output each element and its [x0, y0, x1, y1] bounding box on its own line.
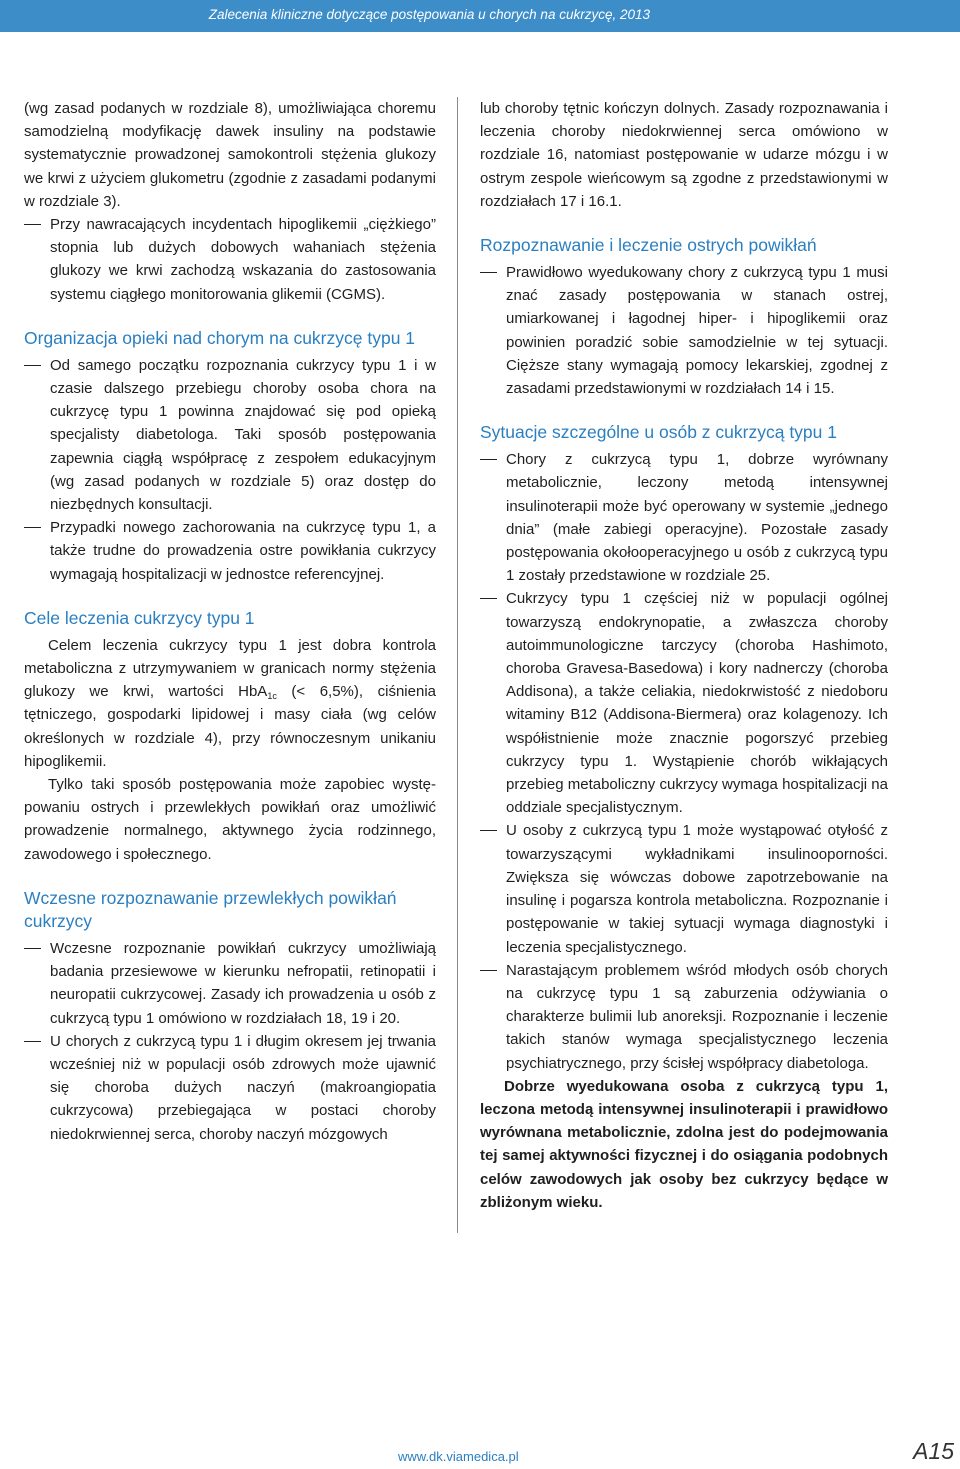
list-item: Cukrzycy typu 1 częściej niż w populacji ogólnej towarzyszą endokrynopatie, a zwłaszcza choroby autoimmunologiczne tarczycy (choroba Hashimoto, choroba Gravesa-Basedowa) i kory nadnerczy (choroba Addisona), a także celiakia, niedokrwistość z niedoboru witaminy B12 (Addisona-Biermera) oraz kolagenozy. Ich współistnienie może znacznie pogorszyć przebieg cukrzycy typu 1. Wystąpienie chorób wikłających przebieg metaboliczny cukrzycy wymaga hospitalizacji na oddziale specjalistycznym. — [480, 587, 888, 819]
section-heading-sytuacje: Sytuacje szczególne u osób z cukrzycą typu 1 — [480, 422, 837, 443]
list-item: Prawidłowo wyedukowany chory z cukrzycą typu 1 musi znać zasady postępowania w stanach ostrej, umiarkowanej i łagodnej hiper- i hipoglikemii oraz powinien poradzić sobie samodzielnie w tej sytuacji. Cięższe stany wymagają pomocy lekarskiej, zgodnej z zasadami przedstawionymi w rozdziałach 14 i 15. — [480, 261, 888, 400]
page-number: A15 — [913, 1438, 954, 1464]
column-divider — [457, 97, 458, 1233]
list-item: U chorych z cukrzycą typu 1 i długim okresem jej trwania wcześniej niż w populacji osób zdrowych może ujawnić się choroba dużych naczyń (makroangiopatia cukrzycowa) przebiegająca w postaci choroby niedokrwiennej serca, choroby naczyń mózgowych — [24, 1030, 436, 1146]
right-column — [480, 97, 888, 1214]
section-heading-cele: Cele leczenia cukrzycy typu 1 — [24, 607, 255, 628]
list-item: Wczesne rozpoznanie powikłań cukrzycy umożliwiają badania przesiewowe w kierunku nefropatii, retinopatii i neuropatii cukrzycowej. Zasady ich prowadzenia u osób z cukrzycą typu 1 omówiono w rozdziałach 18, 19 i 20. — [24, 937, 436, 1030]
section-heading-ostre: Rozpoznawanie i leczenie ostrych powikłań — [480, 235, 817, 256]
list-item: Przy nawracających incydentach hipoglikemii „ciężkiego” stopnia lub dużych dobowych wahaniach stężenia glukozy we krwi zachodzą wskazania do zastosowania systemu ciągłego monitorowania glikemii (CGMS). — [24, 213, 436, 306]
list-item: U osoby z cukrzycą typu 1 może wystąpować otyłość z towarzyszącymi wykładnikami insulinooporności. Zwiększa się wówczas dobowe zapotrzebowanie na insulinę i pogarsza kontrola metaboliczna. Rozpoznanie i postępowanie w takiej sytuacji wymaga diagnostyki i leczenia specjalistycznego. — [480, 819, 888, 958]
list-item: Narastającym problemem wśród młodych osób chorych na cukrzycę typu 1 są zaburzenia odżywiania o charakterze bulimii lub anoreksji. Rozpoznanie i leczenie takich stanów wymaga specjalistycznego leczenia psychiatrycznego, przy ścisłej współpracy diabetologa. — [480, 959, 888, 1075]
summary-bold-paragraph: Dobrze wyedukowana osoba z cukrzycą typu 1, leczona metodą intensywnej insulinoterapii i prawidłowo wyrównana metabolicznie, zdolna jest do podejmowania tej samej aktywności fizycznej i do osiągania podobnych celów zawodowych jak osoby bez cukrzycy będące w zbliżonym wieku. — [480, 1077, 888, 1211]
section-heading-wczesne: Wczesne rozpoznawanie przewlekłych powikłań cukrzycy — [24, 887, 397, 931]
section-heading-organizacja: Organizacja opieki nad chorym na cukrzycę typu 1 — [24, 327, 416, 348]
running-header-title: Zalecenia kliniczne dotyczące postępowania u chorych na cukrzycę, 2013 — [208, 7, 650, 22]
body-paragraph: Tylko taki sposób postępowania może zapobiec występowaniu ostrych i przewlekłych powikłań oraz umożliwić prowadzenie normalnego, aktywnego życia rodzinnego, zawodowego i społecznego. — [24, 776, 436, 863]
continuation-paragraph: lub choroby tętnic kończyn dolnych. Zasady rozpoznawania i leczenia choroby niedokrwiennej serca omówiono w rozdziale 16, natomiast postępowanie w udarze mózgu i w ostrym zespole wieńcowym są zgodne z przedstawionymi w rozdziałach 17 i 16.1. — [480, 100, 888, 210]
list-item: Od samego początku rozpoznania cukrzycy typu 1 i w czasie dalszego przebiegu choroby osoba chora na cukrzycę typu 1 powinna znajdować się pod opieką specjalisty diabetologa. Taki sposób postępowania zapewnia ciągłą współpracę z zespołem edukacyjnym (wg zasad podanych w rozdziale 5) oraz dostęp do niezbędnych konsultacji. — [24, 354, 436, 516]
list-item: Przypadki nowego zachorowania na cukrzycę typu 1, a także trudne do prowadzenia ostre powikłania cukrzycy wymagają hospitalizacji w jednostce referencyjnej. — [24, 516, 436, 586]
header-bar — [0, 0, 960, 32]
body-paragraph: Celem leczenia cukrzycy typu 1 jest dobra kontrola metaboliczna z utrzymywaniem w granicach normy stężenia glukozy we krwi, wartości HbA$_{1c}$ (< 6,5%), ciśnienia tętniczego, gospodarki lipidowej i masy ciała (wg celów określonych w rozdziale 4), przy równoczesnym unikaniu hipoglikemii. — [24, 636, 436, 770]
list-item: Chory z cukrzycą typu 1, dobrze wyrównany metabolicznie, leczony metodą intensywnej insulinoterapii może być operowany w systemie „jednego dnia” (małe zabiegi operacyjne). Pozostałe zasady postępowania okołooperacyjnego u osób z cukrzycą typu 1 zostały przedstawione w rozdziale 25. — [480, 448, 888, 587]
intro-paragraph: (wg zasad podanych w rozdziale 8), umożliwiająca choremu samodzielną modyfikację dawek insuliny na podstawie systematycznie prowadzonej samokontroli stężenia glukozy we krwi z użyciem glukometru (zgodnie z zasadami podanymi w rozdziale 3). — [24, 100, 436, 210]
footer-url: www.dk.viamedica.pl — [398, 1449, 519, 1464]
left-column — [24, 97, 436, 1146]
